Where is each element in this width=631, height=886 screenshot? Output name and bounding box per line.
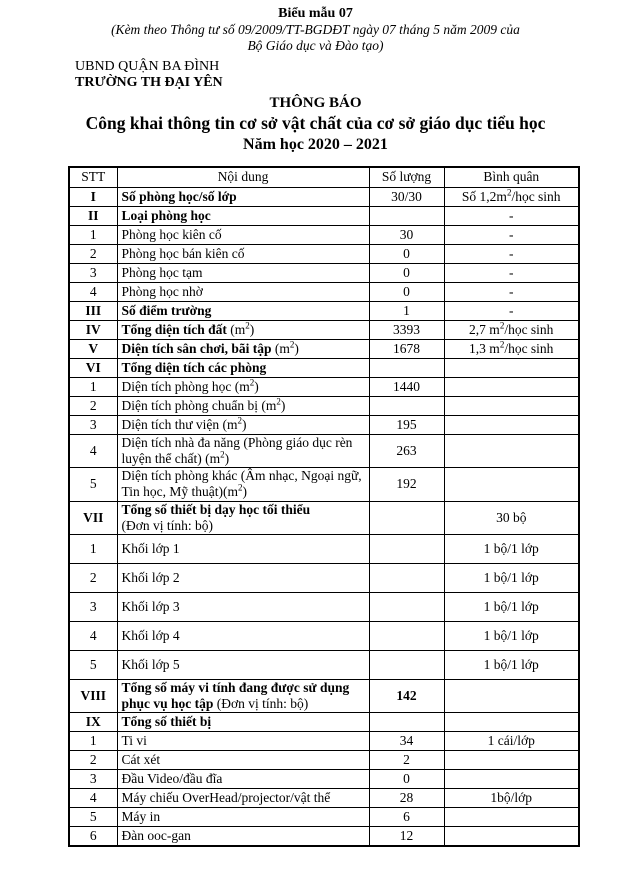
cell-quantity — [369, 621, 444, 650]
cell-average: - — [444, 282, 579, 301]
cell-average — [444, 358, 579, 377]
cell-quantity — [369, 206, 444, 225]
cell-average: 1,3 $m^2$/học sinh — [444, 339, 579, 358]
table-row — [69, 282, 579, 301]
table-row — [69, 225, 579, 244]
cell-quantity — [369, 534, 444, 563]
cell-stt: 5 — [69, 468, 117, 501]
cell-quantity: 28 — [369, 789, 444, 808]
cell-average: 1bộ/lớp — [444, 789, 579, 808]
cell-stt: 2 — [69, 396, 117, 415]
table-row — [69, 396, 579, 415]
cell-average — [444, 434, 579, 467]
cell-content: Diện tích phòng khác (Âm nhạc, Ngoại ngữ, Tin học, Mỹ $thuật)(m^2)$ — [117, 468, 369, 501]
table-row — [69, 244, 579, 263]
table-row — [69, 468, 579, 501]
cell-stt: 1 — [69, 225, 117, 244]
table-row — [69, 339, 579, 358]
issuing-org-block — [75, 59, 631, 92]
cell-average: - — [444, 301, 579, 320]
cell-content: Tổng diện tích đất $(m^2)$ — [117, 320, 369, 339]
cell-average — [444, 415, 579, 434]
table-row — [69, 415, 579, 434]
cell-stt: VIII — [69, 679, 117, 712]
cell-content: Máy in — [117, 808, 369, 827]
cell-quantity: 192 — [369, 468, 444, 501]
cell-quantity: 2 — [369, 751, 444, 770]
cell-quantity: 34 — [369, 732, 444, 751]
cell-quantity — [369, 563, 444, 592]
table-row — [69, 563, 579, 592]
cell-content: Diện tích phòng chuẩn bị $(m^2)$ — [117, 396, 369, 415]
cell-content: Phòng học kiên cố — [117, 225, 369, 244]
table-row — [69, 650, 579, 679]
table-row — [69, 187, 579, 206]
cell-content: Loại phòng học — [117, 206, 369, 225]
cell-content: Khối lớp 4 — [117, 621, 369, 650]
cell-stt: 5 — [69, 650, 117, 679]
cell-quantity: 1440 — [369, 377, 444, 396]
issuing-authority: UBND QUẬN BA ĐÌNH — [75, 58, 220, 74]
cell-stt: 3 — [69, 592, 117, 621]
table-row — [69, 434, 579, 467]
cell-stt: IX — [69, 713, 117, 732]
cell-quantity: 30 — [369, 225, 444, 244]
cell-average: 1 bộ/1 lớp — [444, 650, 579, 679]
cell-content: Cát xét — [117, 751, 369, 770]
cell-content: Máy chiếu OverHead/projector/vật thể — [117, 789, 369, 808]
table-header-row — [69, 167, 579, 188]
cell-content: Số phòng học/số lớp — [117, 187, 369, 206]
cell-quantity — [369, 396, 444, 415]
cell-quantity — [369, 650, 444, 679]
cell-average — [444, 827, 579, 847]
cell-quantity: 0 — [369, 770, 444, 789]
cell-content: Đàn ooc-gan — [117, 827, 369, 847]
table-row — [69, 621, 579, 650]
cell-average: - — [444, 263, 579, 282]
notice-subject: Công khai thông tin cơ sở vật chất của cơ sở giáo dục tiểu học — [85, 112, 546, 133]
cell-content: Tổng số thiết bị dạy học tối thiểu (Đơn vị tính: bộ) — [117, 501, 369, 534]
table-row — [69, 732, 579, 751]
cell-stt: 4 — [69, 621, 117, 650]
table-row — [69, 358, 579, 377]
cell-quantity: 6 — [369, 808, 444, 827]
decree-note-line2: Bộ Giáo dục và Đào tạo) — [247, 38, 384, 54]
cell-quantity: 3393 — [369, 320, 444, 339]
cell-content: Phòng học tạm — [117, 263, 369, 282]
cell-stt: 1 — [69, 377, 117, 396]
cell-content: Diện tích sân chơi, bãi tập $(m^2)$ — [117, 339, 369, 358]
cell-stt: V — [69, 339, 117, 358]
table-row — [69, 320, 579, 339]
cell-average — [444, 713, 579, 732]
cell-average — [444, 396, 579, 415]
table-head — [69, 167, 579, 188]
cell-content: Phòng học bán kiên cố — [117, 244, 369, 263]
cell-stt: II — [69, 206, 117, 225]
cell-stt: 3 — [69, 415, 117, 434]
cell-quantity: 0 — [369, 282, 444, 301]
cell-stt: 6 — [69, 827, 117, 847]
column-header-3: Bình quân — [444, 167, 579, 188]
cell-content: Khối lớp 5 — [117, 650, 369, 679]
cell-average — [444, 751, 579, 770]
cell-content: Số điểm trường — [117, 301, 369, 320]
cell-average: 1 bộ/1 lớp — [444, 563, 579, 592]
cell-stt: 2 — [69, 244, 117, 263]
cell-average — [444, 377, 579, 396]
cell-average: 1 bộ/1 lớp — [444, 534, 579, 563]
cell-content: Diện tích nhà đa năng (Phòng giáo dục rèn luyện thể chất) $(m^2)$ — [117, 434, 369, 467]
cell-stt: 1 — [69, 534, 117, 563]
cell-quantity: 0 — [369, 263, 444, 282]
cell-quantity: 1678 — [369, 339, 444, 358]
cell-average: - — [444, 206, 579, 225]
cell-content: Khối lớp 1 — [117, 534, 369, 563]
cell-average — [444, 770, 579, 789]
table-row — [69, 751, 579, 770]
facilities-table — [68, 166, 580, 848]
cell-average: 1 cái/lớp — [444, 732, 579, 751]
cell-stt: 1 — [69, 732, 117, 751]
cell-stt: III — [69, 301, 117, 320]
table-row — [69, 808, 579, 827]
table-row — [69, 713, 579, 732]
cell-quantity: 142 — [369, 679, 444, 712]
cell-average: 2,7 $m^2$/học sinh — [444, 320, 579, 339]
column-header-0: STT — [69, 167, 117, 188]
cell-average: Số $1,2m^2$/học sinh — [444, 187, 579, 206]
table-row — [69, 377, 579, 396]
table-row — [69, 263, 579, 282]
cell-stt: 4 — [69, 282, 117, 301]
school-name: TRƯỜNG TH ĐẠI YÊN — [75, 75, 223, 91]
cell-stt: VII — [69, 501, 117, 534]
table-row — [69, 534, 579, 563]
notice-title: THÔNG BÁO — [269, 94, 362, 111]
cell-content: Ti vi — [117, 732, 369, 751]
cell-average: - — [444, 225, 579, 244]
cell-quantity — [369, 501, 444, 534]
cell-stt: 2 — [69, 751, 117, 770]
table-row — [69, 789, 579, 808]
cell-stt: IV — [69, 320, 117, 339]
table-row — [69, 206, 579, 225]
cell-quantity: 30/30 — [369, 187, 444, 206]
cell-average — [444, 808, 579, 827]
table-row — [69, 301, 579, 320]
decree-note-line1: (Kèm theo Thông tư số 09/2009/TT-BGDĐT ngày 07 tháng 5 năm 2009 của — [111, 22, 520, 37]
table-row — [69, 679, 579, 712]
table-row — [69, 770, 579, 789]
cell-content: Diện tích thư viện $(m^2)$ — [117, 415, 369, 434]
cell-average: - — [444, 244, 579, 263]
form-number: Biểu mẫu 07 — [278, 6, 353, 21]
table-row — [69, 827, 579, 847]
cell-stt: 3 — [69, 263, 117, 282]
cell-content: Khối lớp 3 — [117, 592, 369, 621]
school-year: Năm học 2020 – 2021 — [243, 135, 388, 153]
cell-content: Khối lớp 2 — [117, 563, 369, 592]
cell-stt: 5 — [69, 808, 117, 827]
table-body — [69, 187, 579, 846]
cell-stt: 4 — [69, 789, 117, 808]
cell-stt: VI — [69, 358, 117, 377]
cell-average — [444, 679, 579, 712]
cell-quantity — [369, 592, 444, 621]
cell-content: Tổng diện tích các phòng — [117, 358, 369, 377]
cell-average: 1 bộ/1 lớp — [444, 592, 579, 621]
cell-content: Đầu Video/đầu đĩa — [117, 770, 369, 789]
cell-content: Phòng học nhờ — [117, 282, 369, 301]
column-header-2: Số lượng — [369, 167, 444, 188]
column-header-1: Nội dung — [117, 167, 369, 188]
cell-quantity: 263 — [369, 434, 444, 467]
cell-quantity — [369, 358, 444, 377]
cell-stt: 4 — [69, 434, 117, 467]
cell-quantity: 0 — [369, 244, 444, 263]
cell-content: Diện tích phòng học $(m^2)$ — [117, 377, 369, 396]
cell-average: 30 bộ — [444, 501, 579, 534]
cell-quantity: 1 — [369, 301, 444, 320]
cell-stt: 3 — [69, 770, 117, 789]
cell-quantity — [369, 713, 444, 732]
cell-content: Tổng số máy vi tính đang được sử dụng phục vụ học tập (Đơn vị tính: bộ) — [117, 679, 369, 712]
cell-quantity: 12 — [369, 827, 444, 847]
cell-average: 1 bộ/1 lớp — [444, 621, 579, 650]
cell-content: Tổng số thiết bị — [117, 713, 369, 732]
cell-average — [444, 468, 579, 501]
table-row — [69, 592, 579, 621]
cell-stt: 2 — [69, 563, 117, 592]
cell-stt: I — [69, 187, 117, 206]
cell-quantity: 195 — [369, 415, 444, 434]
table-row — [69, 501, 579, 534]
